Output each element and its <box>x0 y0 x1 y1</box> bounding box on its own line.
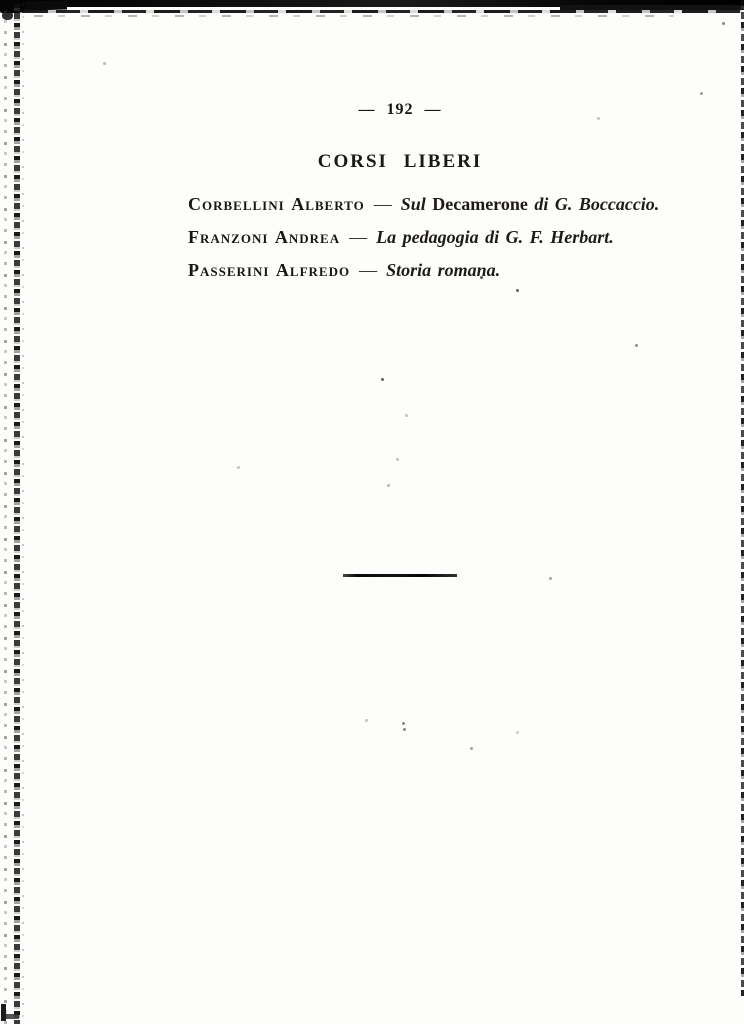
course-title <box>386 260 500 280</box>
course-title <box>401 194 660 214</box>
title-italic-segment: La pedagogia di G. F. Herbart. <box>376 227 614 247</box>
scan-speck <box>635 344 638 347</box>
scan-speck <box>381 378 384 381</box>
course-list <box>188 194 688 293</box>
section-heading: CORSI LIBERI <box>317 151 483 172</box>
scan-binding-edge-left-outer <box>4 10 7 1024</box>
author-name: Corbellini Alberto <box>188 194 365 214</box>
title-italic-segment: Sul <box>400 194 426 214</box>
title-italic-segment: Storia romana. <box>386 260 501 280</box>
scan-speck <box>237 466 240 469</box>
scan-speck <box>405 414 408 417</box>
scan-speck <box>549 577 552 580</box>
scan-speck <box>402 722 405 725</box>
scan-speck <box>387 484 390 487</box>
scan-speck <box>516 731 519 734</box>
scan-edge-top-line-3 <box>34 15 674 17</box>
dash-separator: — <box>349 227 368 247</box>
course-title <box>376 227 614 247</box>
scan-speck <box>396 458 399 461</box>
title-italic-segment: di G. Boccaccio. <box>527 194 660 214</box>
scan-edge-top-line-2 <box>22 10 742 13</box>
separator-rule <box>343 574 457 577</box>
scan-speck <box>722 22 725 25</box>
dash-separator: — <box>373 194 392 214</box>
scan-mark-bottom-left <box>1 1004 6 1021</box>
catalog-entry <box>188 260 688 281</box>
scan-speck <box>103 62 106 65</box>
author-name: Passerini Alfredo <box>188 260 351 280</box>
author-name: Franzoni Andrea <box>188 227 341 247</box>
page-number: — 192 — <box>358 101 442 118</box>
scan-binding-edge-left-inner <box>14 4 20 1024</box>
scan-speck <box>365 719 368 722</box>
scan-speck <box>470 747 473 750</box>
scan-speck <box>700 92 703 95</box>
scan-speck <box>403 728 406 731</box>
catalog-entry <box>188 194 688 215</box>
title-roman-segment: Decamerone <box>425 194 528 214</box>
catalog-entry <box>188 227 688 248</box>
dash-separator: — <box>359 260 378 280</box>
